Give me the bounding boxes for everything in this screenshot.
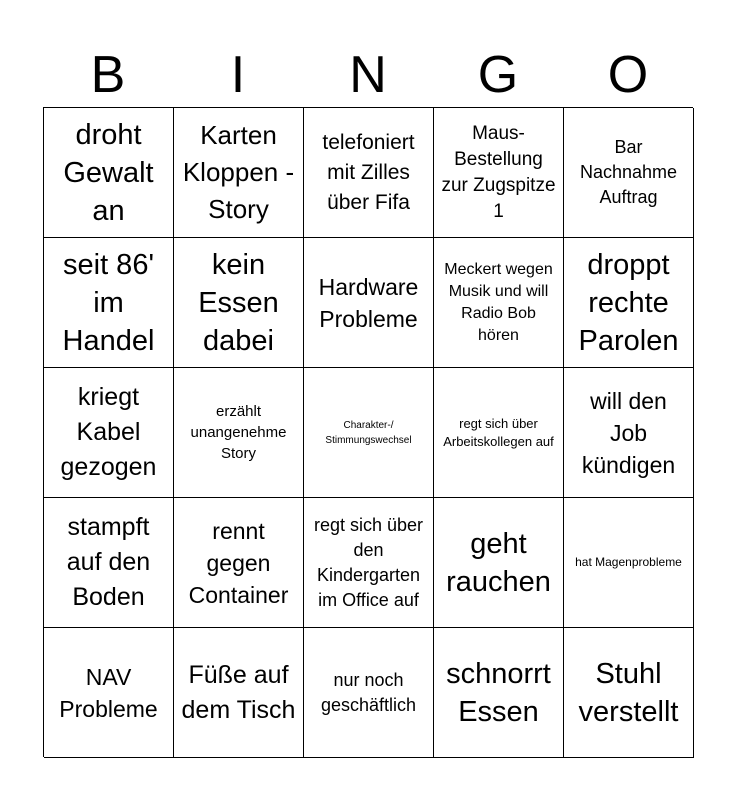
bingo-cell[interactable] (304, 368, 434, 498)
cell-text: regt sich über den Kindergarten im Office auf (313, 514, 424, 610)
cell-text: stampft auf den Boden (66, 513, 151, 611)
bingo-header (43, 44, 693, 106)
bingo-cell[interactable] (174, 498, 304, 628)
cell-text: Füße auf dem Tisch (181, 660, 296, 724)
cell-text: Maus-Bestellung zur Zugspitze 1 (441, 122, 556, 222)
bingo-cell[interactable] (304, 238, 434, 368)
bingo-board (43, 107, 693, 757)
bingo-cell[interactable] (174, 368, 304, 498)
cell-text: Hardware Probleme (318, 273, 419, 332)
cell-text: seit 86' im Handel (62, 248, 155, 357)
cell-text: Bar Nachnahme Auftrag (579, 137, 678, 207)
bingo-cell[interactable] (434, 108, 564, 238)
bingo-cell[interactable] (174, 238, 304, 368)
cell-text: hat Magenprobleme (575, 555, 682, 569)
bingo-cell[interactable] (564, 108, 694, 238)
cell-text: schnorrt Essen (446, 657, 551, 728)
cell-text: will den Job kündigen (581, 387, 676, 478)
bingo-cell[interactable] (564, 368, 694, 498)
bingo-cell[interactable] (174, 628, 304, 758)
cell-text: kein Essen dabei (198, 248, 279, 357)
bingo-cell[interactable] (44, 628, 174, 758)
cell-text: erzählt unangenehme Story (190, 403, 287, 462)
cell-text: Karten Kloppen - Story (182, 120, 295, 224)
bingo-cell[interactable] (304, 108, 434, 238)
bingo-cell[interactable] (434, 498, 564, 628)
bingo-cell[interactable] (434, 238, 564, 368)
header-letter-g: G (477, 46, 519, 104)
bingo-cell[interactable] (564, 498, 694, 628)
header-letter-i: I (230, 46, 246, 104)
cell-text: NAV Probleme (59, 663, 158, 722)
cell-text: Charakter-/ Stimmungswechsel (325, 419, 412, 446)
cell-text: Stuhl verstellt (578, 657, 679, 728)
bingo-cell[interactable] (44, 368, 174, 498)
cell-text: geht rauchen (446, 527, 551, 598)
bingo-cell[interactable] (304, 628, 434, 758)
bingo-cell[interactable] (564, 628, 694, 758)
bingo-cell[interactable] (434, 628, 564, 758)
bingo-cell[interactable] (564, 238, 694, 368)
cell-text: droht Gewalt an (63, 118, 154, 227)
bingo-cell[interactable] (44, 498, 174, 628)
cell-text: nur noch geschäftlich (320, 669, 417, 715)
cell-text: rennt gegen Container (188, 517, 289, 608)
cell-text: Meckert wegen Musik und will Radio Bob hören (444, 260, 553, 344)
bingo-cell[interactable] (44, 108, 174, 238)
header-letter-o: O (607, 46, 649, 104)
bingo-cell[interactable] (434, 368, 564, 498)
cell-text: droppt rechte Parolen (578, 248, 679, 357)
bingo-cell[interactable] (304, 498, 434, 628)
bingo-cell[interactable] (174, 108, 304, 238)
cell-text: telefoniert mit Zilles über Fifa (322, 130, 415, 214)
bingo-cell[interactable] (44, 238, 174, 368)
header-letter-b: B (90, 46, 126, 104)
header-letter-n: N (349, 46, 387, 104)
cell-text: regt sich über Arbeitskollegen auf (443, 415, 554, 449)
cell-text: kriegt Kabel gezogen (60, 383, 157, 481)
